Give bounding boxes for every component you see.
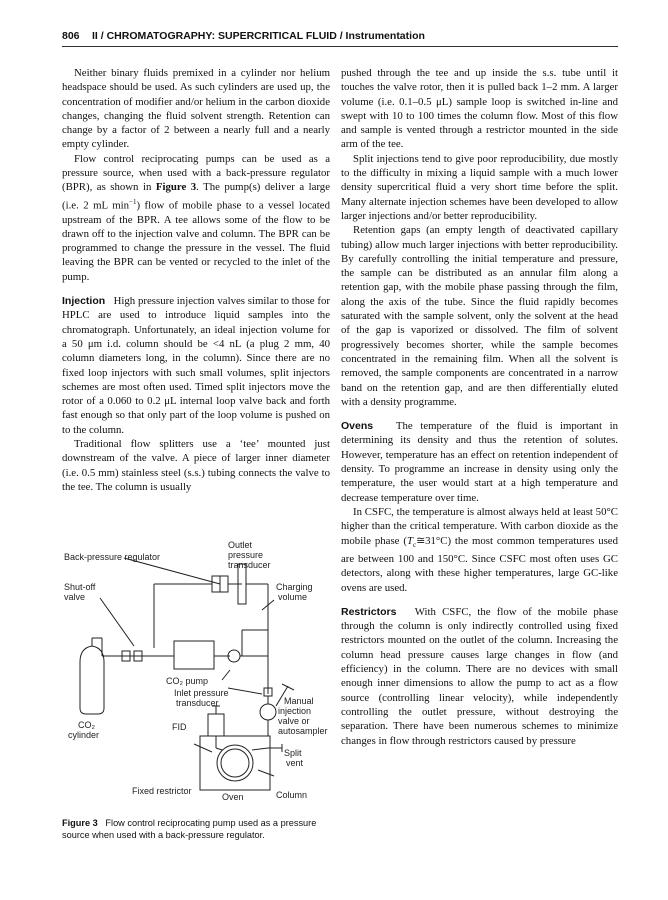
paragraph: Restrictors With CSFC, the flow of the mobile phase through the column is only indirectly controlled using fixed restrictors mounted on the outlet of the column. Increasing the column head pressure causes large changes in flow (and efficiency) in the column. There are no devices with small enough inner dimensions to allow the pump to act as a flow source (controlling linear velocity), while independently controlling the outlet pressure, without destroying the separation. There have been numerous schemes to minimize changes in flow through restrictors caused by pressure	[341, 605, 618, 747]
page-number: 806	[62, 30, 80, 42]
figure-3-diagram	[62, 538, 330, 818]
paragraph: Injection High pressure injection valves similar to those for HPLC are used to introduce liquid samples into the chromatograph. Unfortunately, an ideal injection volume for a 50 μm i.d. column should be <4 nL (a plug 2 mm, 40 column diameters long, in the column). Since there are no fixed loop injectors with such small volumes, split injectors schemes are most often used. Timed split injectors move the rotor of a 0.060 to 0.2 μL internal loop valve back and forth fast enough so that only part of the loop volume is pushed on to the column.	[62, 295, 330, 436]
svg-text:autosampler: autosampler	[278, 726, 328, 736]
svg-text:pressure: pressure	[228, 550, 264, 560]
paragraph: Split injections tend to give poor reproducibility, due mostly to the difficulty in mixing a liquid sample with a much lower density supercritical fluid a very short time before the split. Many alternate injection schemes have been developed to allow larger injections and/or better reproducibility.	[341, 152, 618, 222]
figure-caption	[62, 817, 332, 841]
section-heading-injection: Injection	[62, 295, 106, 308]
svg-text:injection: injection	[278, 706, 312, 716]
svg-text:transducer: transducer	[228, 560, 271, 570]
label-co2-cylinder: CO₂	[78, 720, 95, 730]
svg-text:valve or: valve or	[278, 716, 310, 726]
label-manual-injection: Manual	[284, 696, 314, 706]
svg-text:valve: valve	[64, 592, 86, 602]
label-column: Column	[276, 790, 308, 800]
running-header	[62, 28, 618, 46]
right-column	[341, 66, 618, 748]
label-oven: Oven	[222, 792, 244, 802]
paragraph: Traditional flow splitters use a ‘tee’ mounted just downstream of the valve. A piece of larger inner diameter (i.e. 0.5 mm) stainless steel (s.s.) tubing connects the valve to the tee. The column is usually	[62, 438, 330, 493]
figure-link[interactable]: Figure 3	[155, 181, 197, 194]
figure-caption-text: Flow control reciprocating pump used as a pressure source when used with a back-pressure regulator.	[62, 818, 317, 840]
label-split-vent: Split	[284, 748, 302, 758]
figure-caption-label: Figure 3	[62, 818, 98, 828]
label-fid: FID	[172, 722, 187, 732]
svg-text:transducer: transducer	[176, 698, 219, 708]
paragraph: Retention gaps (an empty length of deactivated capillary tubing) allow much larger injections with better reproducibility. By carefully controlling the initial temperature and pressure, the sample can be distributed as an annular film along a retention gap, with the mobile phase passing through the film, along the axis of the tube. Since the fluid rapidly becomes saturated with the sample solvent, only the solvent at the head of the gap is vaporized or dissolved. The film of solvent progressively becomes shorter, while the sample becomes concentrated in the remaining film. When all the solvent is removed, the sample components are concentrated in a narrow band on the retention gap, and are then differentially eluted with a density programme.	[341, 224, 618, 408]
label-co2-pump: CO₂ pump	[166, 676, 209, 686]
section-heading-restrictors: Restrictors	[341, 605, 397, 618]
label-fixed-restrictor: Fixed restrictor	[132, 786, 192, 796]
svg-text:vent: vent	[286, 758, 304, 768]
paragraph: Flow control reciprocating pumps can be used as a pressure source, when used with a back-pressure regulator (BPR), as shown in Figure 3. The pump(s) deliver a large (i.e. 2 mL $\min^{-1}$) flow of mobile phase to a vessel located upstream of the BPR. A tee allows some of the flow to be drawn off to the injection valve and column. The BPR can be programmed to change the pressure in the vessel. The fluid leaving the BPR can be vented or recycled to the inlet of the pump.	[62, 152, 331, 283]
paragraph: pushed through the tee and up inside the s.s. tube until it touches the valve rotor, then it is pulled back 1–2 mm. A larger volume (i.e. 0.1–0.5 μL) sample loop is switched in-line and swept with 10 to 100 times the column flow. Most of this flow and sample is vented through a restrictor mounted in the side arm of the tee.	[341, 67, 618, 151]
left-column	[62, 66, 330, 494]
paragraph: In CSFC, the temperature is almost always held at least 50°C higher than the critical temperature. With carbon dioxide as the mobile phase $(T_c≅31^\circ C)$ the most common temperatures used are between 100 and 150°C. Since CSFC most often uses GC detectors, along with these higher temperatures, large GC-like ovens are used.	[341, 505, 618, 594]
section-heading-ovens: Ovens	[341, 420, 374, 433]
label-charging-volume: Charging	[276, 582, 313, 592]
paragraph: Ovens The temperature of the fluid is important in determining its density and thus the retention of solutes. However, temperature has an effect on retention independent of density. To programme an increase in density using only the temperature, the user would start at a high temperature and decrease temperature over time.	[341, 420, 618, 504]
header-rule	[62, 46, 618, 47]
svg-text:volume: volume	[278, 592, 308, 602]
paragraph: Neither binary fluids premixed in a cylinder nor helium headspace should be used. As such cylinders are used up, the concentration of modifier and/or helium in the carbon dioxide changes, changing the fluid solvent strength. Retention can change by a factor of 2 between a nearly full and a nearly empty cylinder.	[62, 67, 330, 151]
svg-text:cylinder: cylinder	[68, 730, 100, 740]
running-title: II / CHROMATOGRAPHY: SUPERCRITICAL FLUID / Instrumentation	[92, 30, 425, 42]
label-outlet: Outlet	[228, 540, 253, 550]
label-inlet-transducer: Inlet pressure	[174, 688, 229, 698]
label-bpr: Back-pressure regulator	[64, 552, 161, 562]
label-shutoff-valve: Shut-off	[64, 582, 96, 592]
